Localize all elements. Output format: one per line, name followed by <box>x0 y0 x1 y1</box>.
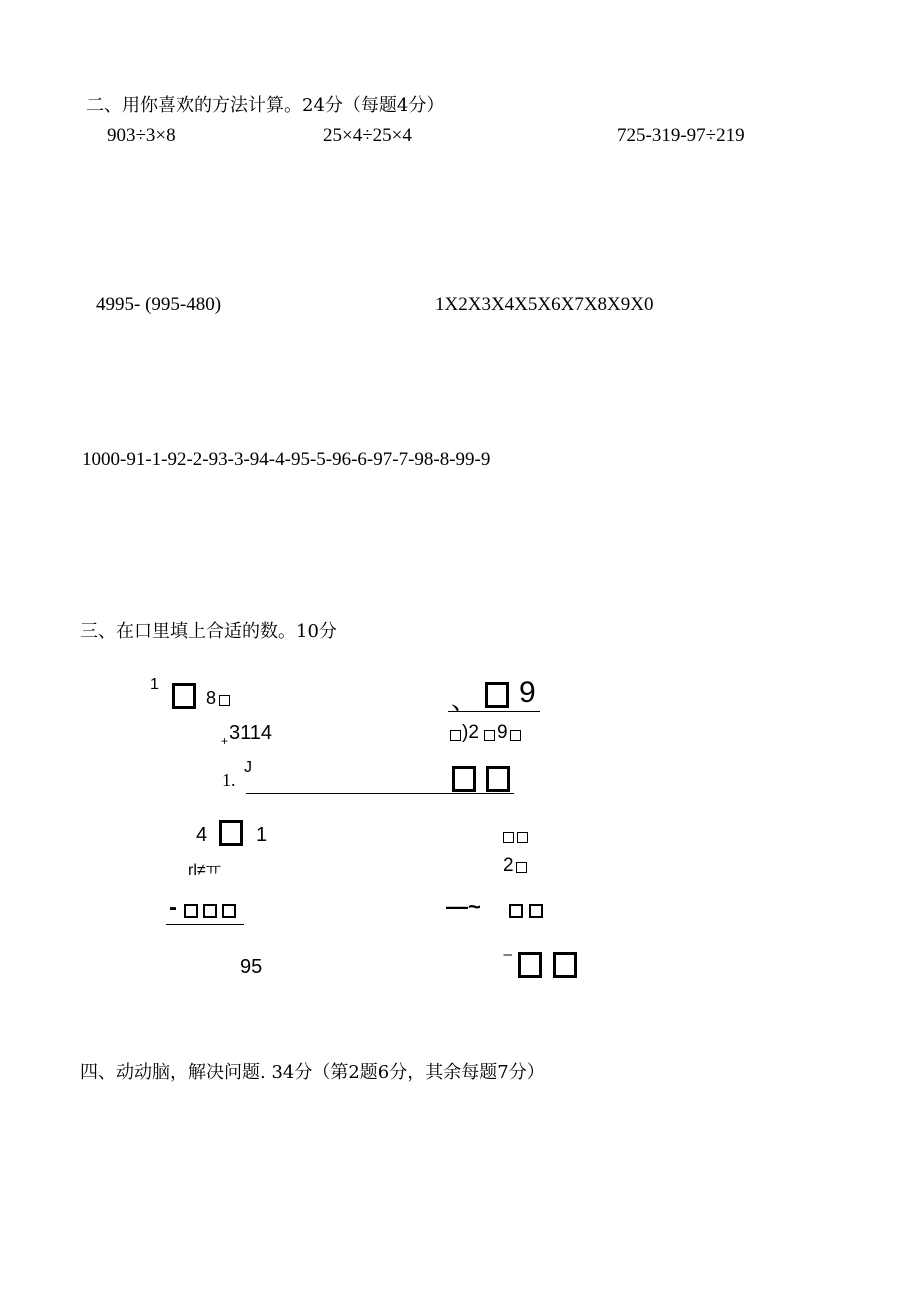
result: 95 <box>240 956 263 978</box>
result-line <box>166 924 244 925</box>
superscript-one: 1 <box>150 676 159 693</box>
quotient-line <box>448 711 540 712</box>
blank-box[interactable] <box>452 766 476 792</box>
blank-box[interactable] <box>529 904 543 918</box>
garbled-marks: rl≠ㅠ <box>188 862 222 879</box>
dividend-paren: )2 <box>462 722 479 743</box>
dun-mark: 、 <box>451 685 478 715</box>
blank-box[interactable] <box>516 862 527 873</box>
blank-box[interactable] <box>172 683 196 709</box>
blank-box[interactable] <box>553 952 577 978</box>
problem-3: 725-319-97÷219 <box>617 125 745 146</box>
problem-6: 1000-91-1-92-2-93-3-94-4-95-5-96-6-97-7-98-8-99-9 <box>82 449 491 470</box>
blank-box[interactable] <box>503 832 514 843</box>
plus-sign: + <box>221 734 229 748</box>
problem-1: 903÷3×8 <box>107 125 176 146</box>
blank-box[interactable] <box>203 904 217 918</box>
blank-box[interactable] <box>518 952 542 978</box>
quotient-nine: 9 <box>519 676 536 709</box>
blank-box[interactable] <box>219 695 230 706</box>
digit-eight: 8 <box>206 688 217 708</box>
dash-tilde: —~ <box>446 894 481 919</box>
blank-box[interactable] <box>184 904 198 918</box>
j-mark: J <box>244 759 252 776</box>
section-4-heading: 四、动动脑，解决问题. 34分（第2题6分，其余每题7分） <box>80 1062 545 1083</box>
blank-box[interactable] <box>484 730 495 741</box>
section-2-heading: 二、用你喜欢的方法计算。24分（每题4分） <box>86 95 445 116</box>
answer-line <box>246 793 514 794</box>
blank-box[interactable] <box>517 832 528 843</box>
blank-box[interactable] <box>222 904 236 918</box>
blank-box[interactable] <box>485 682 509 708</box>
item-number: 1. <box>222 770 236 790</box>
section-3-heading: 三、在口里填上合适的数。10分 <box>80 621 337 642</box>
blank-box[interactable] <box>486 766 510 792</box>
blank-box[interactable] <box>219 820 243 846</box>
addend: 3114 <box>229 722 273 744</box>
problem-2: 25×4÷25×4 <box>323 125 412 146</box>
digit-one: 1 <box>256 824 268 846</box>
problem-4: 4995- (995-480) <box>96 294 222 315</box>
digit-two: 2 <box>503 855 514 876</box>
minus-sign: - <box>169 894 177 921</box>
blank-box[interactable] <box>509 904 523 918</box>
digit-four: 4 <box>196 824 208 846</box>
minus-sign-right: ⁻ <box>502 946 514 971</box>
dividend-nine: 9 <box>497 722 508 743</box>
blank-box[interactable] <box>510 730 521 741</box>
blank-box[interactable] <box>450 730 461 741</box>
problem-5: 1X2X3X4X5X6X7X8X9X0 <box>435 294 654 315</box>
